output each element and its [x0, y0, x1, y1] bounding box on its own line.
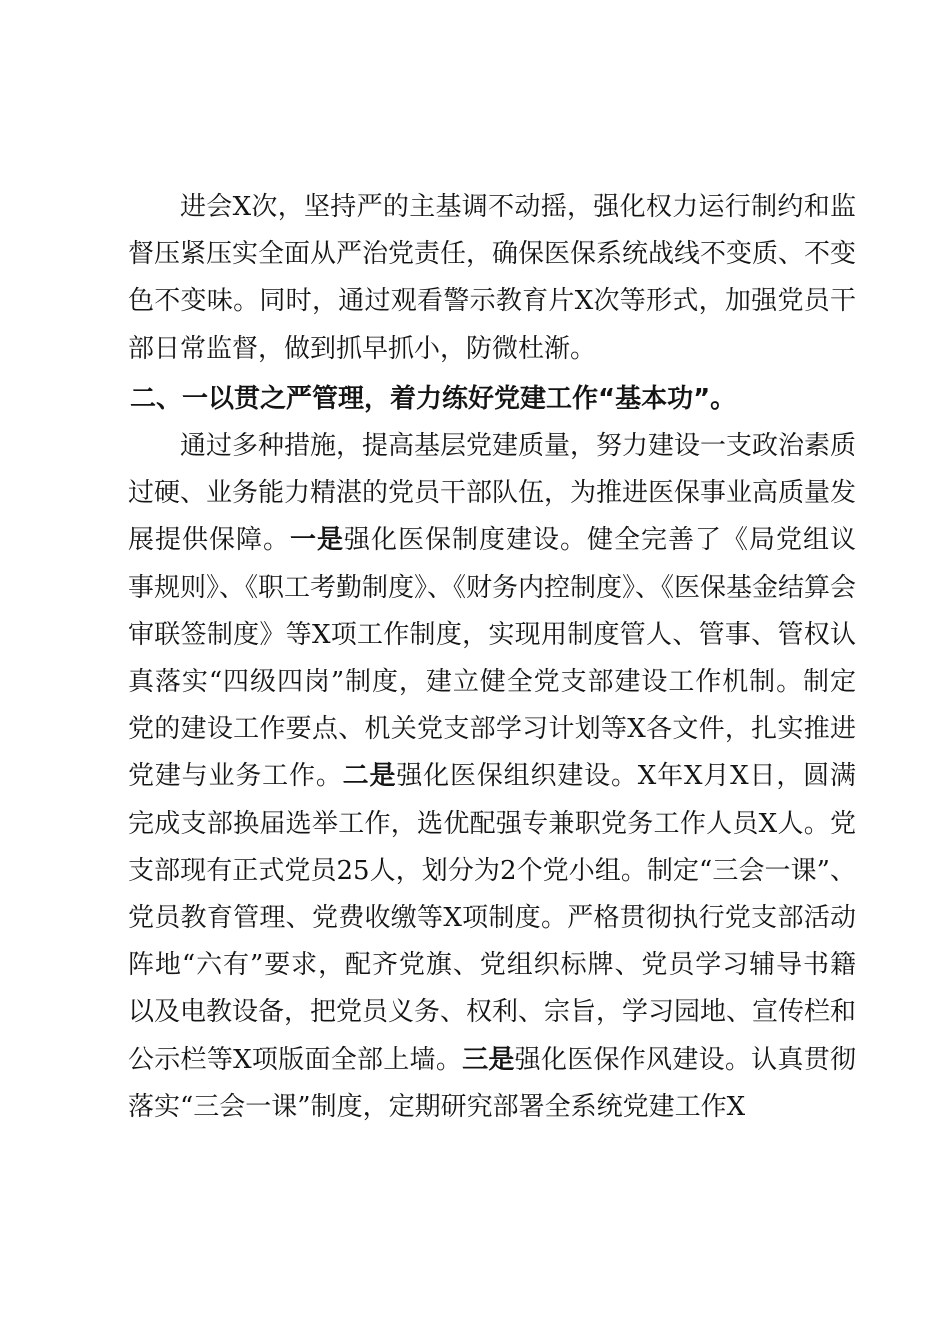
paragraph-party-building-management — [128, 423, 856, 1131]
paragraph-discipline-supervision: 进会X次，坚持严的主基调不动摇，强化权力运行制约和监督压紧压实全面从严治党责任，确保医保系统战线不变质、不变色不变味。同时，通过观看警示教育片X次等形式，加强党员干部日常监督，做到抓早抓小，防微杜渐。 — [128, 192, 857, 364]
keyword-third: 三是 — [462, 1044, 515, 1075]
document-body — [128, 184, 856, 1131]
keyword-first: 一是 — [290, 525, 344, 556]
segment-style-building: 强化医保作风建设。认真贯彻落实“三会一课”制度，定期研究部署全系统党建工作X — [128, 1044, 856, 1122]
keyword-second: 二是 — [342, 761, 397, 792]
paragraph-intro: 通过多种措施，提高基层党建质量，努力建设一支政治素质过硬、业务能力精湛的党员干部队伍，为推进医保事业高质量发展提供保障。 — [128, 431, 857, 556]
segment-organization-building: 强化医保组织建设。X年X月X日，圆满完成支部换届选举工作，选优配强专兼职党务工作人员X人。党支部现有正式党员25人，划分为2个党小组。制定“三会一课”、党员教育管理、党费收缴等X项制度。严格贯彻执行党支部活动阵地“六有”要求，配齐党旗、党组织标牌、党员学习辅导书籍以及电教设备，把党员义务、权利、宗旨，学习园地、宣传栏和公示栏等X项版面全部上墙。 — [128, 761, 857, 1075]
section-heading-2: 二、一以贯之严管理，着力练好党建工作“基本功”。 — [130, 383, 737, 414]
segment-system-building: 强化医保制度建设。健全完善了《局党组议事规则》、《职工考勤制度》、《财务内控制度》、《医保基金结算会审联签制度》等X项工作制度，实现用制度管人、管事、管权认真落实“四级四岗”制度，建立健全党支部建设工作机制。制定党的建设工作要点、机关党支部学习计划等X各文件，扎实推进党建与业务工作。 — [128, 525, 857, 792]
